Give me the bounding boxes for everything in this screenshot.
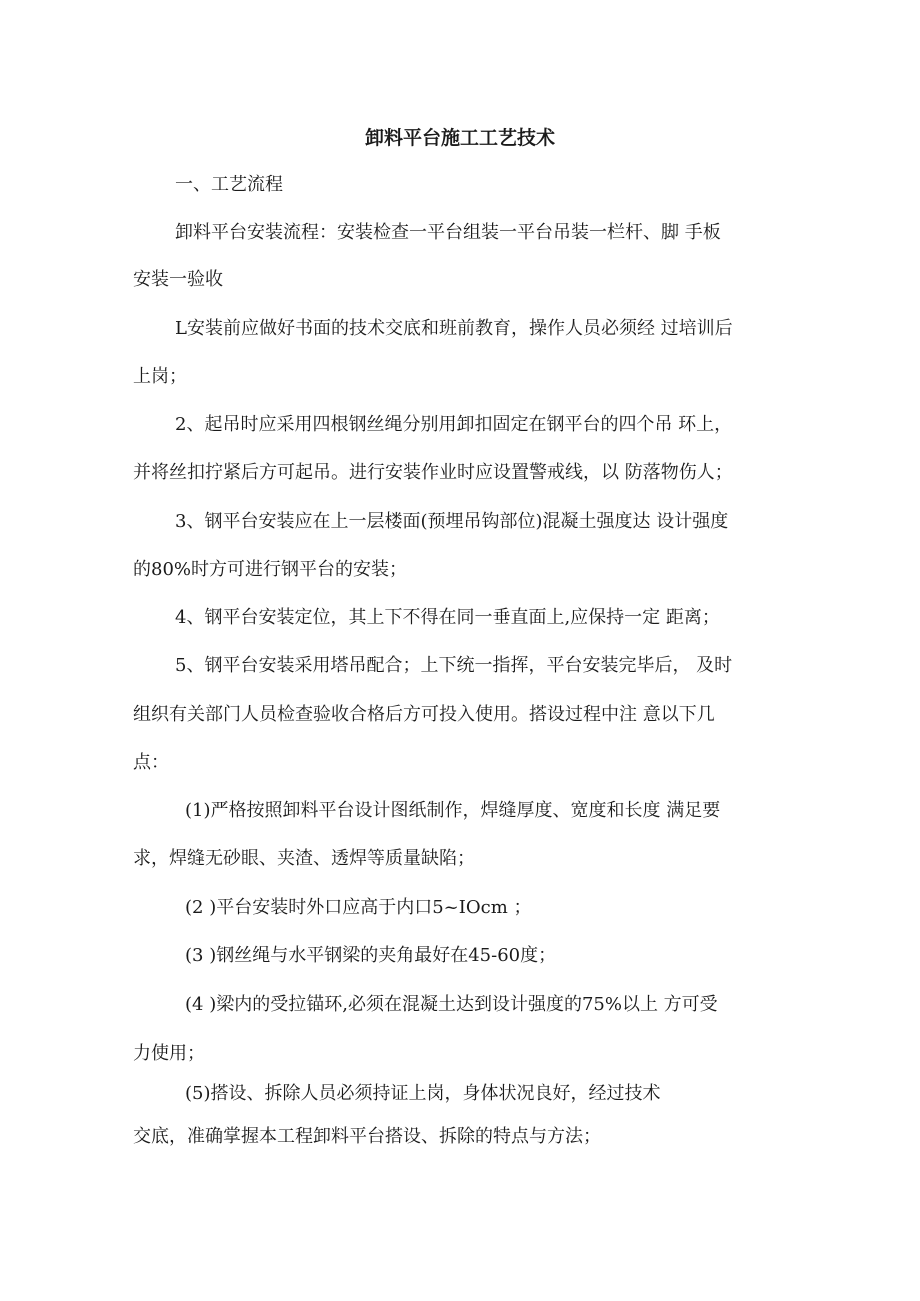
sub-item-5-line-2: 交底，准确掌握本工程卸料平台搭设、拆除的特点与方法； xyxy=(133,1126,601,1147)
sub-item-1-line-1: (1)严格按照卸料平台设计图纸制作，焊缝厚度、宽度和长度 满足要 xyxy=(185,800,721,821)
sub-item-2-line-1: (2 )平台安装时外口应高于内口5~IOcm ； xyxy=(185,897,532,918)
flow-paragraph-line-1: 卸料平台安装流程：安装检查一平台组装一平台吊装一栏杆、脚 手板 xyxy=(175,222,721,243)
item-5-line-2: 组织有关部门人员检查验收合格后方可投入使用。搭设过程中注 意以下几 xyxy=(133,704,715,725)
item-2-line-1: 2、起吊时应采用四根钢丝绳分别用卸扣固定在钢平台的四个吊 环上， xyxy=(175,414,733,435)
item-3-line-2: 的80%时方可进行钢平台的安装； xyxy=(133,559,408,580)
item-4-line-1: 4、钢平台安装定位，其上下不得在同一垂直面上,应保持一定 距离； xyxy=(175,607,720,628)
section-heading-process: 一、工艺流程 xyxy=(175,174,283,195)
sub-item-3-line-1: (3 )钢丝绳与水平钢梁的夹角最好在45-60度； xyxy=(185,945,557,966)
sub-item-5-line-1: (5)搭设、拆除人员必须持证上岗，身体状况良好，经过技术 xyxy=(185,1083,661,1104)
item-2-line-2: 并将丝扣拧紧后方可起吊。进行安装作业时应设置警戒线，以 防落物伤人； xyxy=(133,462,733,483)
item-3-line-1: 3、钢平台安装应在上一层楼面(预埋吊钩部位)混凝土强度达 设计强度 xyxy=(175,511,729,532)
item-5-line-3: 点： xyxy=(133,752,169,773)
flow-paragraph-line-2: 安装一验收 xyxy=(133,269,223,290)
sub-item-4-line-1: (4 )梁内的受拉锚环,必须在混凝土达到设计强度的75%以上 方可受 xyxy=(185,994,718,1015)
item-1-line-2: 上岗； xyxy=(133,366,187,387)
sub-item-4-line-2: 力使用； xyxy=(133,1043,205,1064)
item-5-line-1: 5、钢平台安装采用塔吊配合；上下统一指挥，平台安装完毕后， 及时 xyxy=(175,655,733,676)
sub-item-1-line-2: 求，焊缝无砂眼、夹渣、透焊等质量缺陷； xyxy=(133,848,475,869)
document-title: 卸料平台施工工艺技术 xyxy=(364,127,555,149)
item-1-line-1: L安装前应做好书面的技术交底和班前教育，操作人员必须经 过培训后 xyxy=(175,318,733,339)
